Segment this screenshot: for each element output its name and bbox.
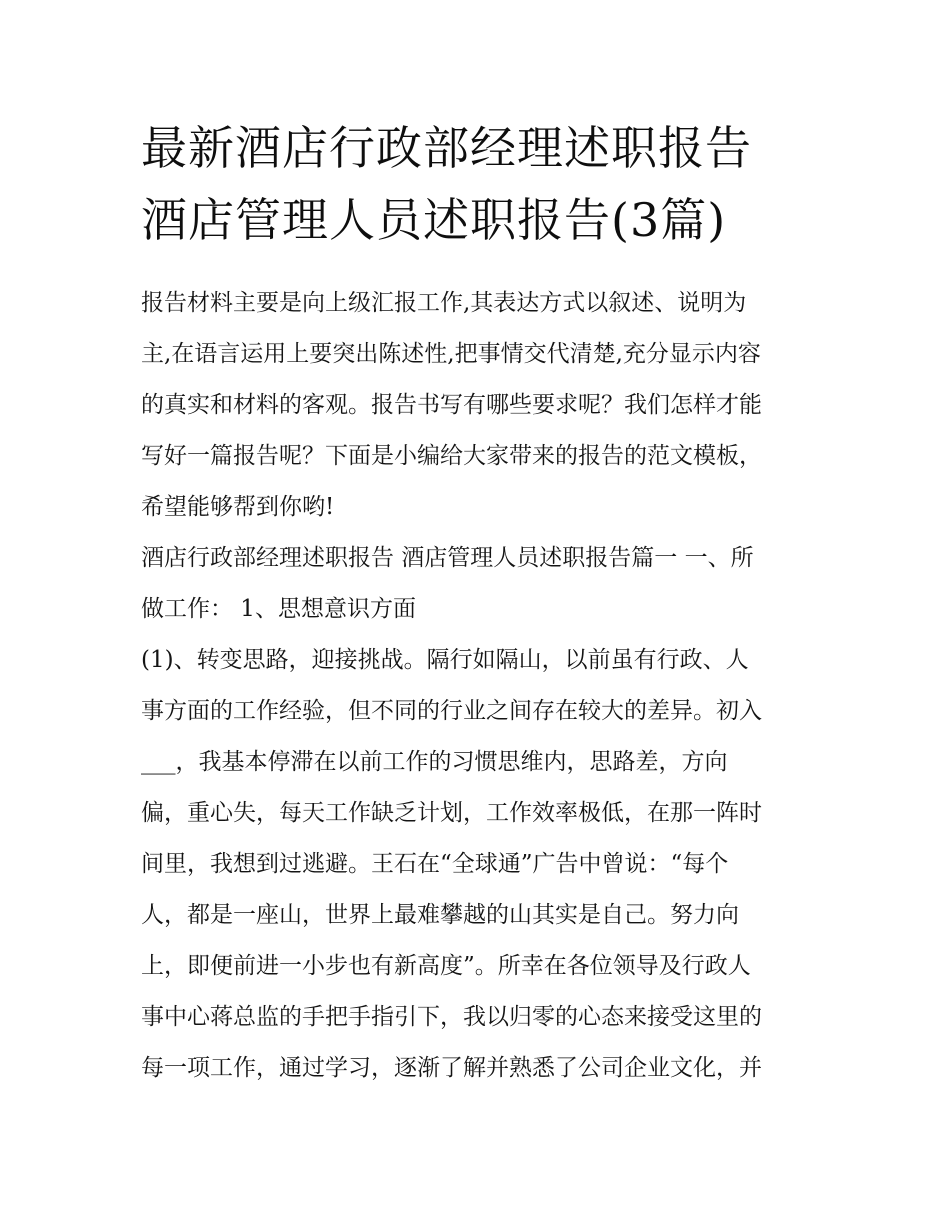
paragraph-line: 报告材料主要是向上级汇报工作,其表达方式以叙述、说明为 — [141, 290, 747, 316]
paragraph-line: 写好一篇报告呢？下面是小编给大家带来的报告的范文模板， — [141, 443, 762, 469]
title-line-1: 最新酒店行政部经理述职报告 — [141, 121, 752, 175]
paragraph-line: 上，即便前进一小步也有新高度”。所幸在各位领导及行政人 — [141, 953, 751, 979]
paragraph-line: 主,在语言运用上要突出陈述性,把事情交代清楚,充分显示内容 — [141, 341, 761, 367]
title-line-2: 酒店管理人员述职报告(3篇) — [141, 193, 727, 247]
paragraph-line: 做工作： 1、思想意识方面 — [141, 596, 416, 622]
paragraph-line: ___，我基本停滞在以前工作的习惯思维内，思路差，方向 — [141, 749, 728, 775]
paragraph-line: 希望能够帮到你哟! — [141, 494, 335, 520]
paragraph-line: 间里，我想到过逃避。王石在“全球通”广告中曾说：“每个 — [141, 851, 729, 877]
document-body — [141, 278, 821, 1094]
paragraph-line: 每一项工作，通过学习，逐渐了解并熟悉了公司企业文化，并 — [141, 1055, 762, 1081]
paragraph-line: 偏，重心失，每天工作缺乏计划，工作效率极低，在那一阵时 — [141, 800, 762, 826]
paragraph-line: 人，都是一座山，世界上最难攀越的山其实是自己。努力向 — [141, 902, 739, 928]
paragraph-line: 事方面的工作经验，但不同的行业之间存在较大的差异。初入 — [141, 698, 762, 724]
document-title — [141, 112, 821, 256]
paragraph-line: (1)、转变思路，迎接挑战。隔行如隔山，以前虽有行政、人 — [141, 647, 749, 673]
paragraph-line: 事中心蒋总监的手把手指引下，我以归零的心态来接受这里的 — [141, 1004, 762, 1030]
paragraph-line: 酒店行政部经理述职报告 酒店管理人员述职报告篇一 一、所 — [141, 545, 754, 571]
paragraph-line: 的真实和材料的客观。报告书写有哪些要求呢？我们怎样才能 — [141, 392, 762, 418]
